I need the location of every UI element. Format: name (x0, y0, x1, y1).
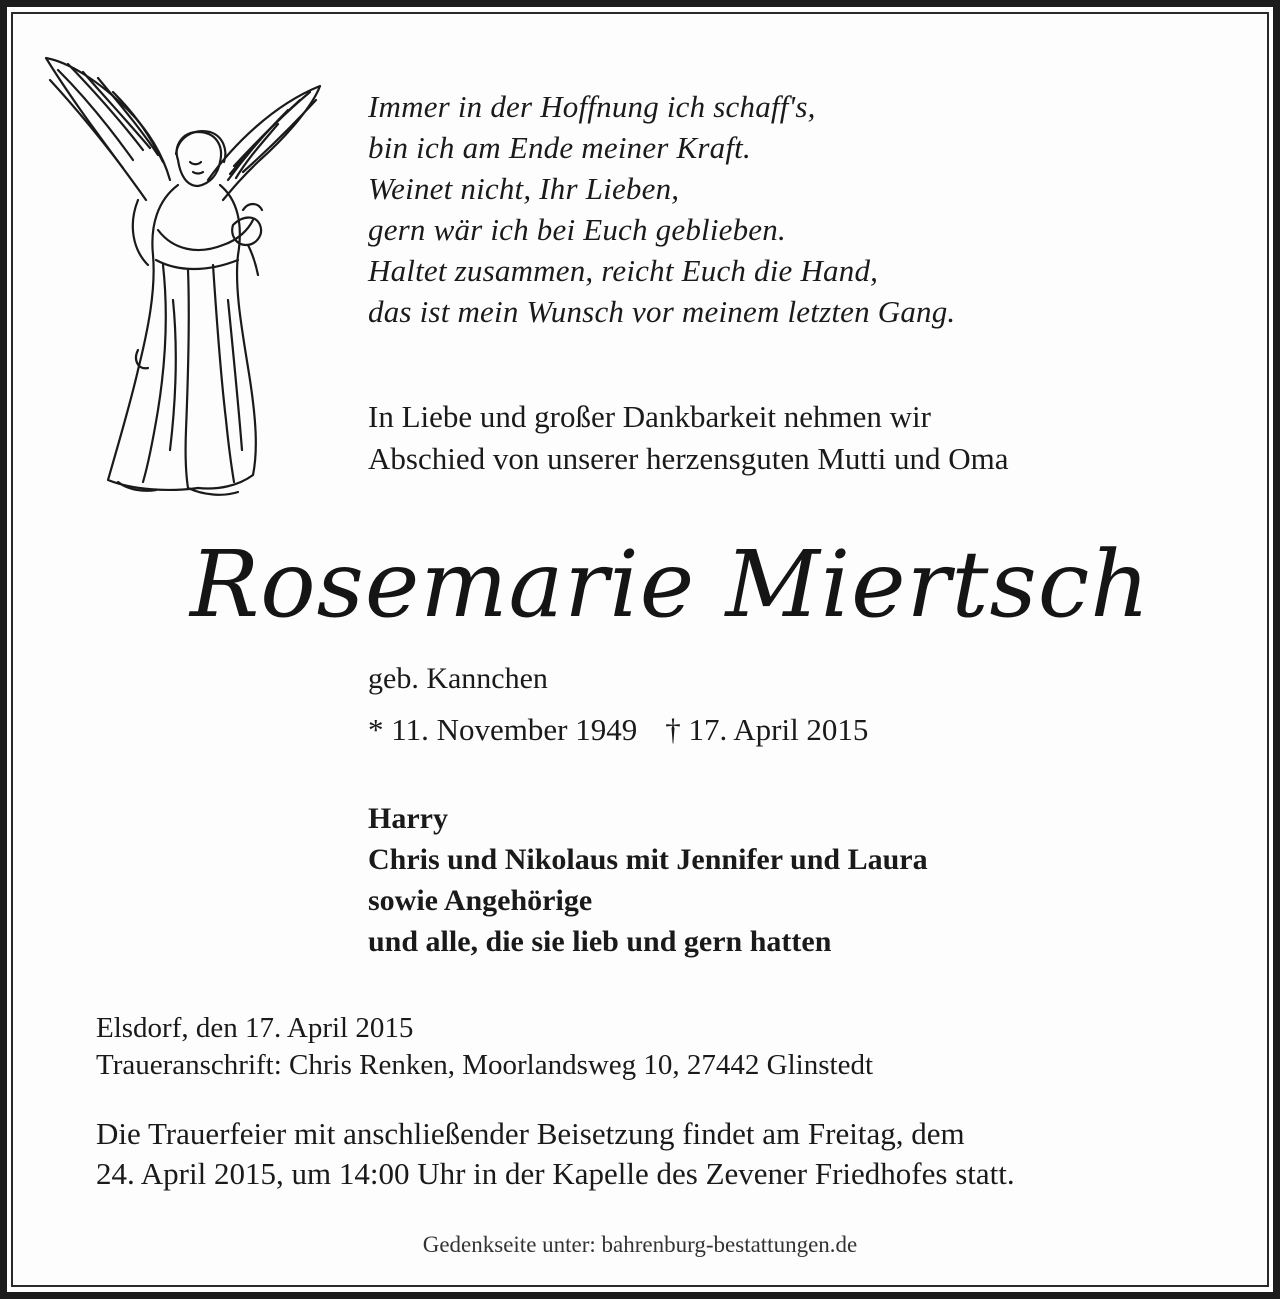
ceremony-line: 24. April 2015, um 14:00 Uhr in der Kapelle des Zevener Friedhofes statt. (96, 1156, 1015, 1191)
intro-text (368, 396, 1009, 480)
mourner-line: Harry (368, 802, 448, 835)
life-dates (368, 710, 868, 750)
poem-line: Weinet nicht, Ihr Lieben, (368, 171, 680, 206)
intro-line: Abschied von unserer herzensguten Mutti und Oma (368, 441, 1009, 476)
poem-line: gern wär ich bei Euch geblieben. (368, 212, 786, 247)
place-date: Elsdorf, den 17. April 2015 (96, 1012, 414, 1044)
mourner-line: Chris und Nikolaus mit Jennifer und Laura (368, 843, 928, 876)
place-and-address (96, 1010, 873, 1084)
death-date: † 17. April 2015 (665, 712, 869, 747)
ceremony-notice (96, 1114, 1015, 1194)
mourning-address: Traueranschrift: Chris Renken, Moorlandsweg 10, 27442 Glinstedt (96, 1049, 873, 1081)
angel-illustration (38, 50, 328, 500)
memorial-page-footer: Gedenkseite unter: bahrenburg-bestattungen.de (422, 1232, 858, 1257)
mourner-line: sowie Angehörige (368, 884, 593, 917)
mourner-line: und alle, die sie lieb und gern hatten (368, 925, 832, 958)
poem (368, 86, 955, 332)
intro-line: In Liebe und großer Dankbarkeit nehmen wir (368, 399, 931, 434)
birth-date: * 11. November 1949 (368, 712, 638, 747)
ceremony-line: Die Trauerfeier mit anschließender Beisetzung findet am Freitag, dem (96, 1116, 965, 1151)
poem-line: bin ich am Ende meiner Kraft. (368, 130, 751, 165)
poem-line: das ist mein Wunsch vor meinem letzten Gang. (368, 294, 956, 329)
poem-line: Haltet zusammen, reicht Euch die Hand, (368, 253, 879, 288)
maiden-name: geb. Kannchen (368, 662, 548, 695)
poem-line: Immer in der Hoffnung ich schaff's, (368, 89, 816, 124)
mourners-list (368, 798, 928, 962)
deceased-name: Rosemarie Miertsch (190, 531, 1151, 638)
